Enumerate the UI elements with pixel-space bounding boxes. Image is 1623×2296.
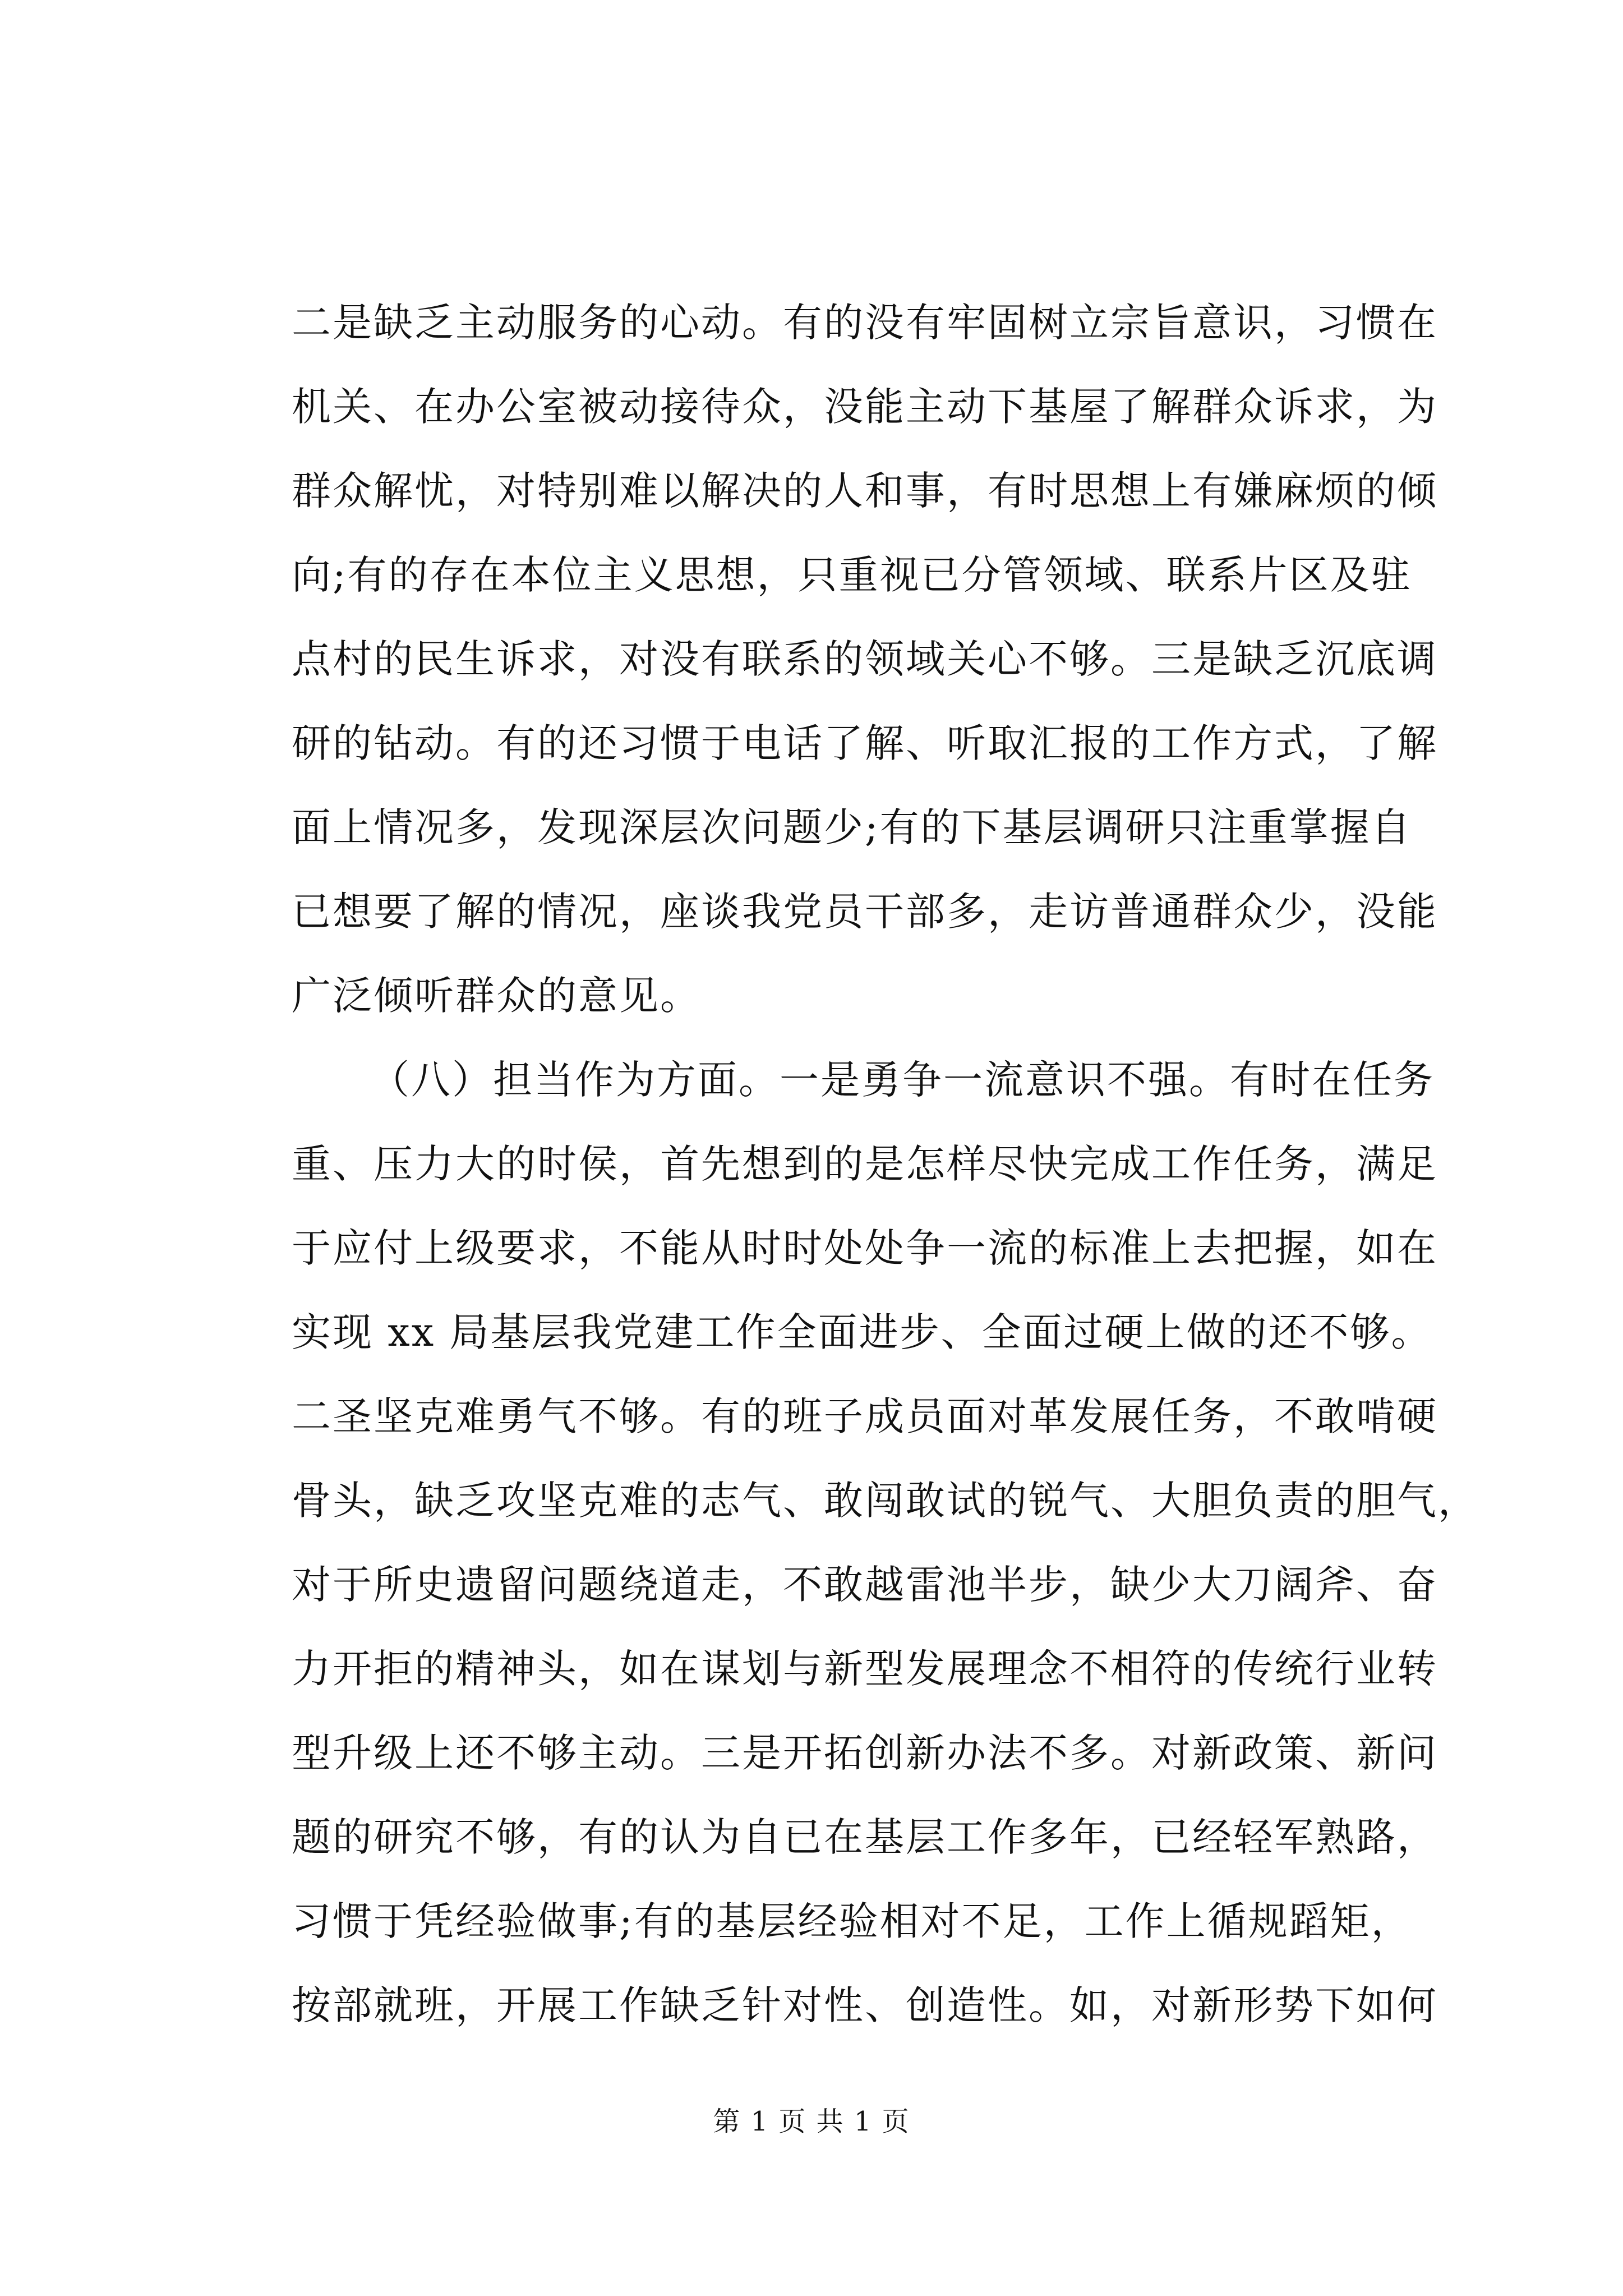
text-line: 群众解忧，对特别难以解决的人和事，有时思想上有嫌麻烦的倾	[292, 468, 1438, 514]
text-line: 向;有的存在本位主义思想，只重视已分管领域、联系片区及驻	[292, 552, 1412, 598]
document-body	[292, 280, 1479, 2047]
text-line: 已想要了解的情况，座谈我党员干部多，走访普通群众少，没能	[292, 889, 1438, 935]
text-line: 面上情况多，发现深层次问题少;有的下基层调研只注重掌握自	[292, 804, 1412, 850]
text-line: 点村的民生诉求，对没有联系的领域关心不够。三是缺乏沉底调	[292, 636, 1438, 682]
text-line: 广泛倾听群众的意见。	[292, 973, 701, 1019]
text-line: 二圣坚克难勇气不够。有的班子成员面对革发展任务，不敢啃硬	[292, 1393, 1438, 1439]
text-line: 骨头，缺乏攻坚克难的志气、敢闯敢试的锐气、大胆负责的胆气，	[292, 1478, 1479, 1524]
text-line: 题的研究不够，有的认为自已在基层工作多年，已经轻军熟路，	[292, 1814, 1438, 1860]
text-line: 对于所史遗留问题绕道走，不敢越雷池半步，缺少大刀阔斧、奋	[292, 1562, 1438, 1608]
text-line: 二是缺乏主动服务的心动。有的没有牢固树立宗旨意识，习惯在	[292, 300, 1438, 346]
text-line: 实现 xx 局基层我党建工作全面进步、全面过硬上做的还不够。	[292, 1309, 1432, 1355]
text-line: 于应付上级要求，不能从时时处处争一流的标准上去把握，如在	[292, 1225, 1438, 1271]
text-line: 习惯于凭经验做事;有的基层经验相对不足，工作上循规蹈矩，	[292, 1898, 1412, 1944]
text-line: 研的钻动。有的还习惯于电话了解、听取汇报的工作方式，了解	[292, 720, 1438, 766]
page-footer: 第 1 页 共 1 页	[713, 2106, 910, 2137]
paragraph-start-line: （八）担当作为方面。一是勇争一流意识不强。有时在任务	[370, 1057, 1435, 1103]
text-line: 型升级上还不够主动。三是开拓创新办法不多。对新政策、新问	[292, 1730, 1438, 1776]
text-line: 力开拒的精神头，如在谋划与新型发展理念不相符的传统行业转	[292, 1646, 1438, 1692]
text-line: 重、压力大的时侯，首先想到的是怎样尽快完成工作任务，满足	[292, 1141, 1438, 1187]
text-line: 按部就班，开展工作缺乏针对性、创造性。如，对新形势下如何	[292, 1982, 1438, 2028]
text-line: 机关、在办公室被动接待众，没能主动下基屋了解群众诉求，为	[292, 384, 1438, 430]
